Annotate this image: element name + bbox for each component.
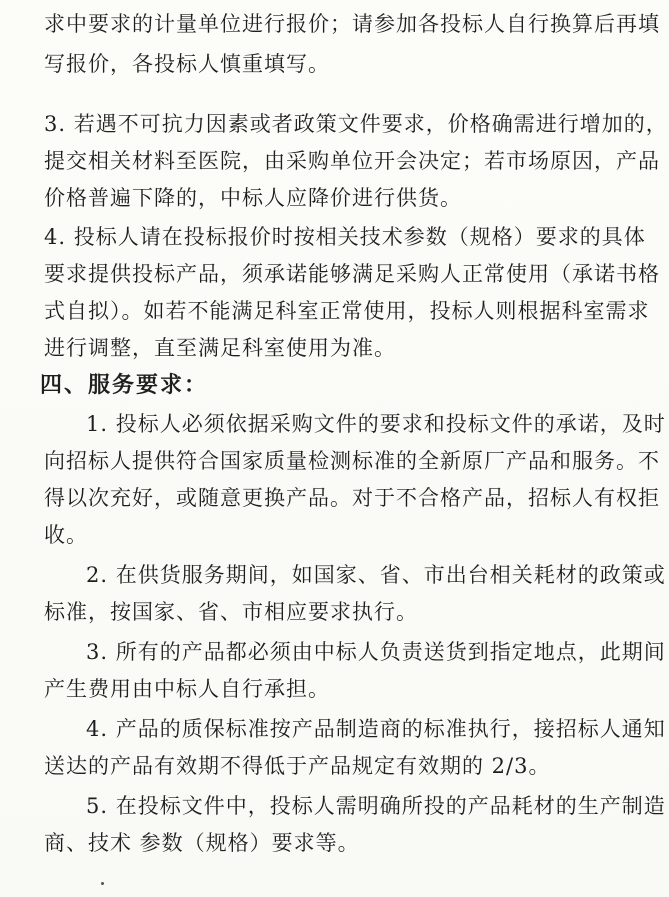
text-line: 写报价，各投标人慎重填写。: [44, 52, 330, 76]
text-line: 送达的产品有效期不得低于产品规定有效期的 2/3。: [44, 754, 551, 778]
speck-mark: [101, 882, 104, 885]
text-line: 进行调整，直至满足科室使用为准。: [44, 336, 396, 360]
text-line: 产生费用由中标人自行承担。: [44, 677, 330, 701]
text-line: 1. 投标人必须依据采购文件的要求和投标文件的承诺，及时: [86, 412, 666, 436]
text-line: 式自拟）。如若不能满足科室正常使用，投标人则根据科室需求: [44, 299, 650, 323]
text-line: 4. 投标人请在投标报价时按相关技术参数（规格）要求的具体: [44, 225, 646, 249]
text-line: 2. 在供货服务期间，如国家、省、市出台相关耗材的政策或: [86, 563, 666, 587]
text-line: 标准，按国家、省、市相应要求执行。: [44, 600, 418, 624]
text-line: 价格普遍下降的，中标人应降价进行供货。: [44, 186, 462, 210]
text-line: 商、技术 参数（规格）要求等。: [44, 831, 360, 855]
text-line: 提交相关材料至医院，由采购单位开会决定；若市场原因，产品: [44, 149, 660, 173]
text-line: 得以次充好，或随意更换产品。对于不合格产品，招标人有权拒: [44, 486, 660, 510]
text-line: 收。: [44, 523, 88, 547]
text-line: 求中要求的计量单位进行报价；请参加各投标人自行换算后再填: [44, 12, 660, 36]
text-line: 要求提供投标产品，须承诺能够满足采购人正常使用（承诺书格: [44, 262, 660, 286]
text-line: 3. 若遇不可抗力因素或者政策文件要求，价格确需进行增加的，: [44, 112, 668, 136]
text-line: 3. 所有的产品都必须由中标人负责送货到指定地点，此期间: [86, 640, 666, 664]
section-heading: 四、服务要求：: [40, 372, 209, 398]
text-line: 向招标人提供符合国家质量检测标准的全新原厂产品和服务。不: [44, 449, 660, 473]
text-line: 5. 在投标文件中，投标人需明确所投的产品耗材的生产制造: [86, 794, 666, 818]
text-line: 4. 产品的质保标准按产品制造商的标准执行，接招标人通知: [86, 717, 666, 741]
